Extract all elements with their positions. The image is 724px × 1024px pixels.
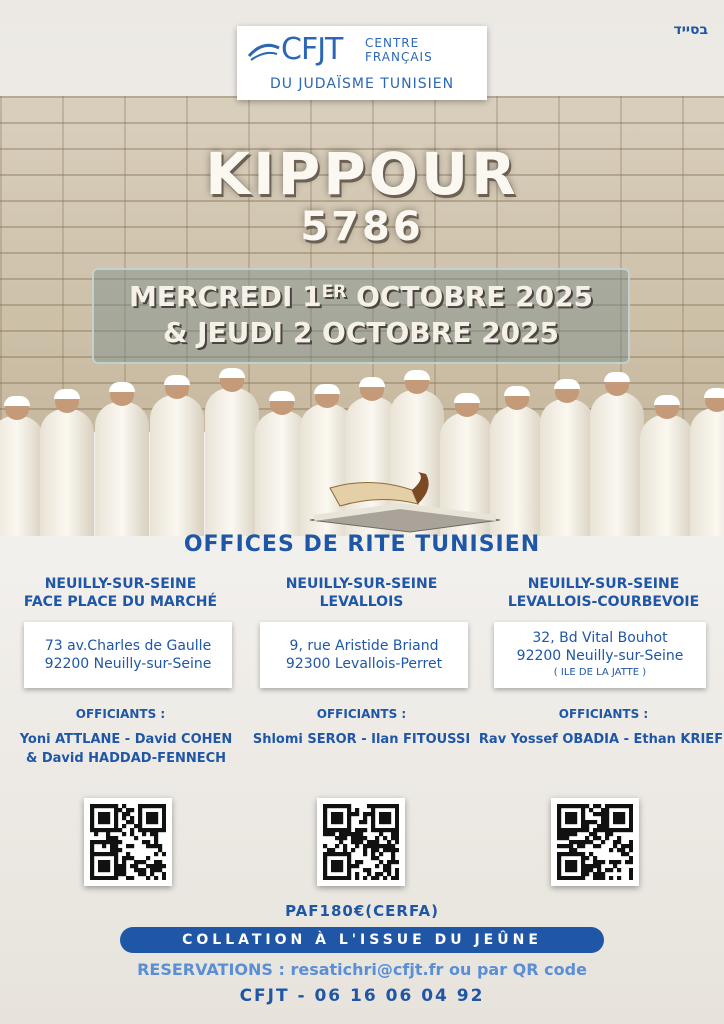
worshipper-figure [205, 370, 259, 536]
worshipper-figure [590, 374, 644, 536]
address-line: 92300 Levallois-Perret [285, 656, 443, 672]
address-line: 9, rue Aristide Briand [289, 638, 439, 654]
officiants-names: Rav Yossef OBADIA - Ethan KRIEF [478, 732, 724, 747]
event-year: 5786 [300, 204, 424, 250]
address-line: 32, Bd Vital Bouhot [532, 630, 668, 646]
cfjt-logo [237, 26, 487, 100]
worshipper-figure [150, 377, 204, 536]
dates-panel [92, 268, 630, 364]
worshipper-figure [0, 398, 44, 536]
address-box [24, 622, 232, 688]
officiants-label: OFFICIANTS : [558, 707, 649, 721]
reservations-text[interactable]: RESERVATIONS : resatichri@cfjt.fr ou par QR code [137, 960, 587, 979]
logo-line2: FRANÇAIS [365, 50, 433, 64]
worshipper-figure [540, 381, 594, 536]
address-line: 92200 Neuilly-sur-Seine [516, 648, 684, 664]
logo-acronym: CFJT [281, 32, 343, 67]
paf-price: PAF180€(CERFA) [285, 902, 439, 920]
date-line-2: & JEUDI 2 OCTOBRE 2025 [162, 316, 560, 349]
officiants-names: Yoni ATTLANE - David COHEN & David HADDAD-FENNECH [19, 732, 233, 766]
location-card [0, 575, 241, 611]
location-name: NEUILLY-SUR-SEINE FACE PLACE DU MARCHÉ [23, 576, 218, 610]
qr-code-icon[interactable] [551, 798, 639, 886]
logo-centre-text [365, 36, 433, 64]
officiants-label: OFFICIANTS : [75, 707, 166, 721]
collation-banner: COLLATION À L'ISSUE DU JEÛNE [120, 927, 604, 953]
phone-number[interactable]: CFJT - 06 16 06 04 92 [239, 986, 485, 1006]
logo-line1: CENTRE [365, 36, 420, 50]
offices-title: OFFICES DE RITE TUNISIEN [183, 532, 541, 557]
logo-mark-icon [247, 38, 281, 64]
worshipper-figure [640, 397, 694, 536]
worshipper-figure [95, 384, 149, 536]
hebrew-tag: בסייד [673, 22, 708, 38]
officiants-names: Shlomi SEROR - Ilan FITOUSSI [252, 732, 471, 747]
qr-code-icon[interactable] [317, 798, 405, 886]
event-title: KIPPOUR [205, 140, 519, 208]
location-card [241, 575, 482, 611]
address-box [494, 622, 706, 688]
location-card [483, 575, 724, 611]
address-box [260, 622, 468, 688]
worshipper-figure [690, 390, 724, 536]
officiants-label: OFFICIANTS : [316, 707, 407, 721]
address-line: 73 av.Charles de Gaulle [44, 638, 212, 654]
address-line: 92200 Neuilly-sur-Seine [44, 656, 212, 672]
address-note: ( ILE DE LA JATTE ) [553, 667, 647, 678]
location-name: NEUILLY-SUR-SEINE LEVALLOIS-COURBEVOIE [507, 576, 700, 610]
shofar-and-book-icon [300, 470, 510, 534]
qr-code-icon[interactable] [84, 798, 172, 886]
worshipper-figure [40, 391, 94, 536]
location-name: NEUILLY-SUR-SEINE LEVALLOIS [285, 576, 438, 610]
logo-subtitle: DU JUDAÏSME TUNISIEN [269, 76, 455, 92]
date-line-1: MERCREDI 1ER OCTOBRE 2025 [128, 280, 594, 313]
